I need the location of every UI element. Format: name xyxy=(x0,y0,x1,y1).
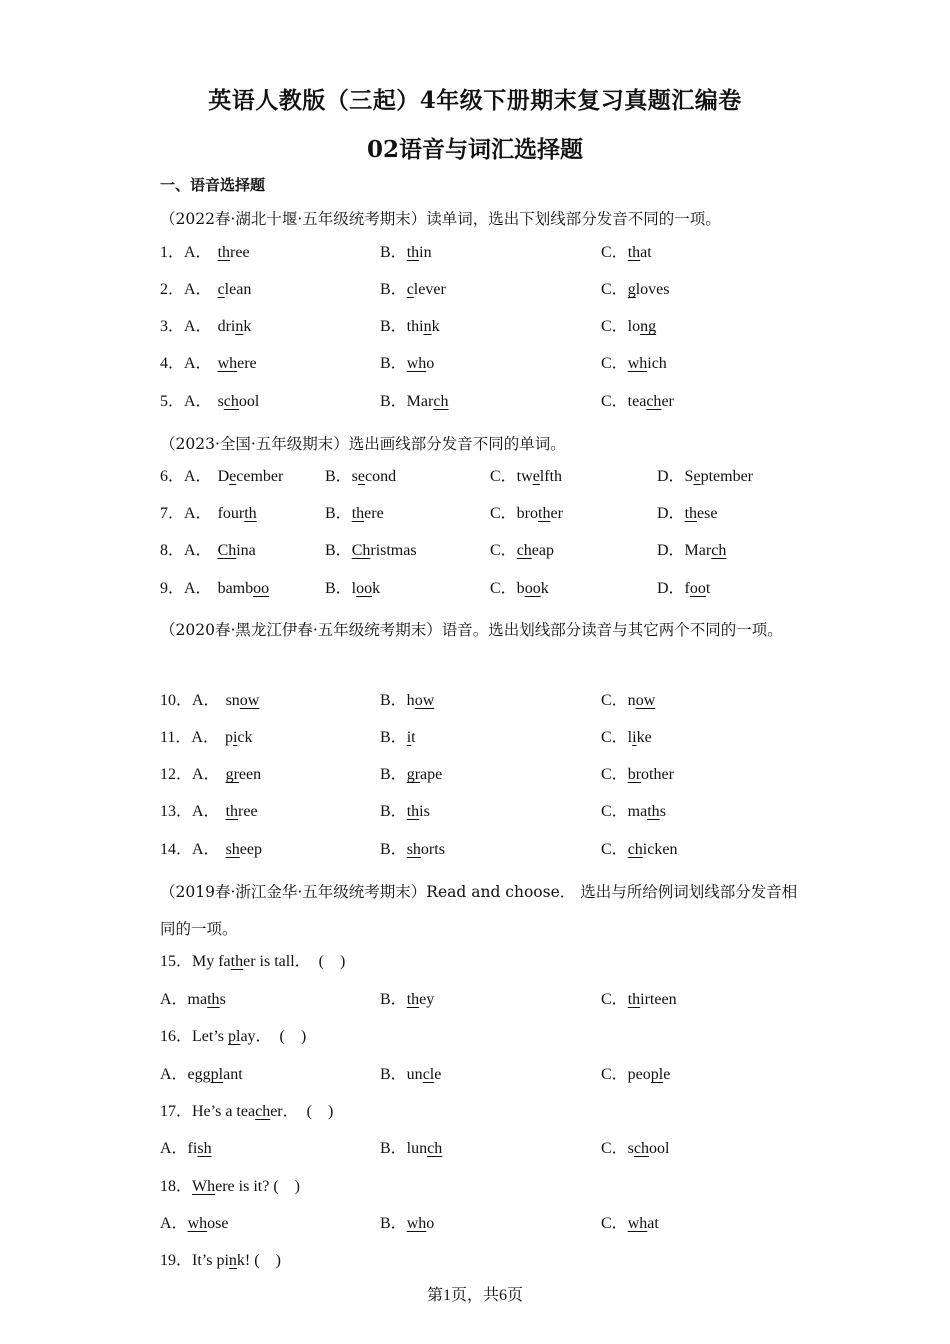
underlined-letters: th xyxy=(351,505,365,522)
page-footer: 第1页，共6页 xyxy=(426,1287,523,1304)
underlined-letters: th xyxy=(230,953,244,970)
option-b: B．grape xyxy=(380,766,443,783)
option-c: C．long xyxy=(601,318,657,335)
option-a: 12．A． green xyxy=(160,766,262,783)
underlined-letters: i xyxy=(632,729,637,746)
underlined-letters: n xyxy=(235,318,244,335)
option-a: 11．A． pick xyxy=(160,729,253,746)
underlined-letters: ng xyxy=(640,318,657,335)
question-number: 11．A． xyxy=(160,729,219,746)
underlined-letters: wh xyxy=(627,1215,648,1232)
underlined-letters: th xyxy=(538,505,551,522)
question-row xyxy=(160,838,840,862)
instruction-text: （2023·全国·五年级期末）选出画线部分发音不同的单词。 xyxy=(160,435,566,453)
underlined-letters: Wh xyxy=(192,1178,216,1195)
question-number: 5．A． xyxy=(160,393,212,410)
underlined-letters: ch xyxy=(255,1103,271,1120)
underlined-letters: th xyxy=(207,991,220,1008)
underlined-letters: n xyxy=(228,1252,237,1269)
option-a: 6．A． December xyxy=(160,468,284,485)
underlined-letters: ch xyxy=(427,1140,443,1157)
option-c: C．what xyxy=(601,1215,659,1232)
section-heading: 一、语音选择题 xyxy=(160,176,266,194)
option-a: A．fish xyxy=(160,1140,212,1157)
underlined-letters: oo xyxy=(253,580,270,597)
question-row xyxy=(160,465,840,489)
question-number: 3．A． xyxy=(160,318,212,335)
instruction-text: （2020春·黑龙江伊春·五年级统考期末）语音。选出划线部分读音与其它两个不同的一项。 xyxy=(160,621,783,639)
underlined-letters: g xyxy=(627,281,636,298)
underlined-letters: n xyxy=(423,318,432,335)
option-c: C．chicken xyxy=(601,841,678,858)
option-a: 7．A． fourth xyxy=(160,505,257,522)
option-a: 5．A． school xyxy=(160,393,260,410)
question-row xyxy=(160,689,840,713)
question-row xyxy=(160,726,840,750)
underlined-letters: i xyxy=(232,729,238,746)
underlined-letters: th xyxy=(244,505,257,522)
option-c: C．now xyxy=(601,692,656,709)
underlined-letters: gr xyxy=(225,766,239,783)
underlined-letters: th xyxy=(647,803,660,820)
underlined-letters: sh xyxy=(197,1140,212,1157)
instruction-text: （2022春·湖北十堰·五年级统考期末）读单词，选出下划线部分发音不同的一项。 xyxy=(160,210,721,228)
option-a: A．whose xyxy=(160,1215,229,1232)
option-a: 10．A． snow xyxy=(160,692,260,709)
underlined-letters: sh xyxy=(225,841,240,858)
underlined-letters: pl xyxy=(650,1066,664,1083)
underlined-letters: pl xyxy=(210,1066,224,1083)
option-c: C．thirteen xyxy=(601,991,677,1008)
option-b: B．look xyxy=(325,580,381,597)
option-a: 9．A． bamboo xyxy=(160,580,270,597)
underlined-letters: th xyxy=(627,244,641,261)
question-number: 10．A． xyxy=(160,692,220,709)
question-row xyxy=(160,539,840,563)
underlined-letters: Ch xyxy=(217,542,237,559)
question-number: 4．A． xyxy=(160,355,212,372)
question-row xyxy=(160,577,840,601)
option-c: C．twelfth xyxy=(490,468,563,485)
question-number: 1．A． xyxy=(160,244,212,261)
underlined-letters: i xyxy=(406,729,412,746)
option-d: D．foot xyxy=(657,580,711,597)
option-c: C．brother xyxy=(601,766,674,783)
question-number: 2．A． xyxy=(160,281,212,298)
underlined-letters: th xyxy=(225,803,239,820)
underlined-letters: e xyxy=(357,468,366,485)
underlined-letters: br xyxy=(627,766,642,783)
underlined-letters: c xyxy=(406,281,414,298)
underlined-letters: pl xyxy=(228,1028,241,1045)
option-b: B．shorts xyxy=(380,841,445,858)
underlined-letters: ow xyxy=(239,692,260,709)
underlined-letters: oo xyxy=(524,580,541,597)
option-c: C．brother xyxy=(490,505,563,522)
option-a: 8．A． China xyxy=(160,542,256,559)
option-b: B．it xyxy=(380,729,416,746)
question-number: 9．A． xyxy=(160,580,212,597)
option-b: B．this xyxy=(380,803,430,820)
option-b: B．who xyxy=(380,1215,435,1232)
underlined-letters: th xyxy=(406,991,420,1008)
question-number: 6．A． xyxy=(160,468,212,485)
option-d: D．September xyxy=(657,468,753,485)
underlined-letters: ow xyxy=(414,692,435,709)
option-b: B．uncle xyxy=(380,1066,442,1083)
underlined-letters: th xyxy=(406,803,420,820)
underlined-letters: ow xyxy=(635,692,656,709)
underlined-letters: ch xyxy=(711,542,727,559)
option-c: C．maths xyxy=(601,803,666,820)
option-d: D．these xyxy=(657,505,718,522)
underlined-letters: wh xyxy=(627,355,648,372)
underlined-letters: wh xyxy=(217,355,238,372)
question-number: 13．A． xyxy=(160,803,220,820)
underlined-letters: wh xyxy=(187,1215,208,1232)
option-b: B．they xyxy=(380,991,435,1008)
option-d: D．March xyxy=(657,542,727,559)
question-stem: 17．He’s a teacher． ( ) xyxy=(160,1103,334,1120)
underlined-letters: oo xyxy=(689,580,706,597)
question-row xyxy=(160,241,840,265)
option-a: 13．A． three xyxy=(160,803,258,820)
page-title: 英语人教版（三起）4年级下册期末复习真题汇编卷 xyxy=(208,87,742,114)
options-row xyxy=(160,988,840,1012)
instruction-text: （2019春·浙江金华·五年级统考期末）Read and choose． 选出与所给例词划线部分发音相同的一项。 xyxy=(160,883,798,938)
underlined-letters: gr xyxy=(406,766,421,783)
question-stem: 15．My father is tall． ( ) xyxy=(160,953,346,970)
option-b: B．who xyxy=(380,355,435,372)
option-c: C．like xyxy=(601,729,652,746)
option-b: B．clever xyxy=(380,281,446,298)
question-row xyxy=(160,352,840,376)
underlined-letters: th xyxy=(627,991,641,1008)
option-a: 4．A． where xyxy=(160,355,257,372)
underlined-letters: th xyxy=(684,505,698,522)
option-b: B．thin xyxy=(380,244,432,261)
options-row xyxy=(160,1137,840,1161)
option-a: 1．A． three xyxy=(160,244,250,261)
question-stem: 18．Where is it? ( ) xyxy=(160,1178,300,1195)
option-c: C．that xyxy=(601,244,652,261)
option-b: B．Christmas xyxy=(325,542,417,559)
option-c: C．which xyxy=(601,355,667,372)
option-a: 14．A． sheep xyxy=(160,841,262,858)
underlined-letters: e xyxy=(229,468,237,485)
underlined-letters: cl xyxy=(422,1066,435,1083)
question-row xyxy=(160,763,840,787)
underlined-letters: th xyxy=(217,244,231,261)
option-c: C．people xyxy=(601,1066,671,1083)
question-row xyxy=(160,800,840,824)
option-b: B．lunch xyxy=(380,1140,443,1157)
option-c: C．teacher xyxy=(601,393,674,410)
underlined-letters: c xyxy=(217,281,225,298)
option-c: C．school xyxy=(601,1140,670,1157)
underlined-letters: wh xyxy=(406,355,427,372)
options-row xyxy=(160,1063,840,1087)
question-number: 14．A． xyxy=(160,841,220,858)
question-number: 12．A． xyxy=(160,766,220,783)
option-a: A．eggplant xyxy=(160,1066,243,1083)
underlined-letters: sh xyxy=(406,841,421,858)
page-subtitle: 02语音与词汇选择题 xyxy=(366,136,583,163)
underlined-letters: ch xyxy=(633,1140,650,1157)
options-row xyxy=(160,1212,840,1236)
underlined-letters: th xyxy=(406,244,420,261)
underlined-letters: wh xyxy=(406,1215,427,1232)
underlined-letters: e xyxy=(693,468,701,485)
option-b: B．there xyxy=(325,505,384,522)
underlined-letters: Ch xyxy=(351,542,371,559)
question-row xyxy=(160,278,840,302)
option-b: B．think xyxy=(380,318,440,335)
question-stem: 19．It’s pink! ( ) xyxy=(160,1252,281,1269)
question-number: 8．A． xyxy=(160,542,212,559)
underlined-letters: ch xyxy=(433,393,449,410)
option-a: 3．A． drink xyxy=(160,318,252,335)
underlined-letters: ch xyxy=(646,393,662,410)
question-stem: 16．Let’s play． ( ) xyxy=(160,1028,307,1045)
option-c: C．book xyxy=(490,580,549,597)
underlined-letters: ch xyxy=(627,841,643,858)
underlined-letters: ch xyxy=(223,393,239,410)
option-c: C．gloves xyxy=(601,281,670,298)
question-row xyxy=(160,315,840,339)
option-c: C．cheap xyxy=(490,542,554,559)
question-row xyxy=(160,502,840,526)
question-number: 7．A． xyxy=(160,505,212,522)
underlined-letters: oo xyxy=(356,580,373,597)
underlined-letters: e xyxy=(532,468,540,485)
option-a: 2．A． clean xyxy=(160,281,252,298)
option-b: B．second xyxy=(325,468,397,485)
underlined-letters: ch xyxy=(516,542,532,559)
option-b: B．how xyxy=(380,692,435,709)
option-a: A．maths xyxy=(160,991,226,1008)
question-row xyxy=(160,390,840,414)
option-b: B．March xyxy=(380,393,449,410)
